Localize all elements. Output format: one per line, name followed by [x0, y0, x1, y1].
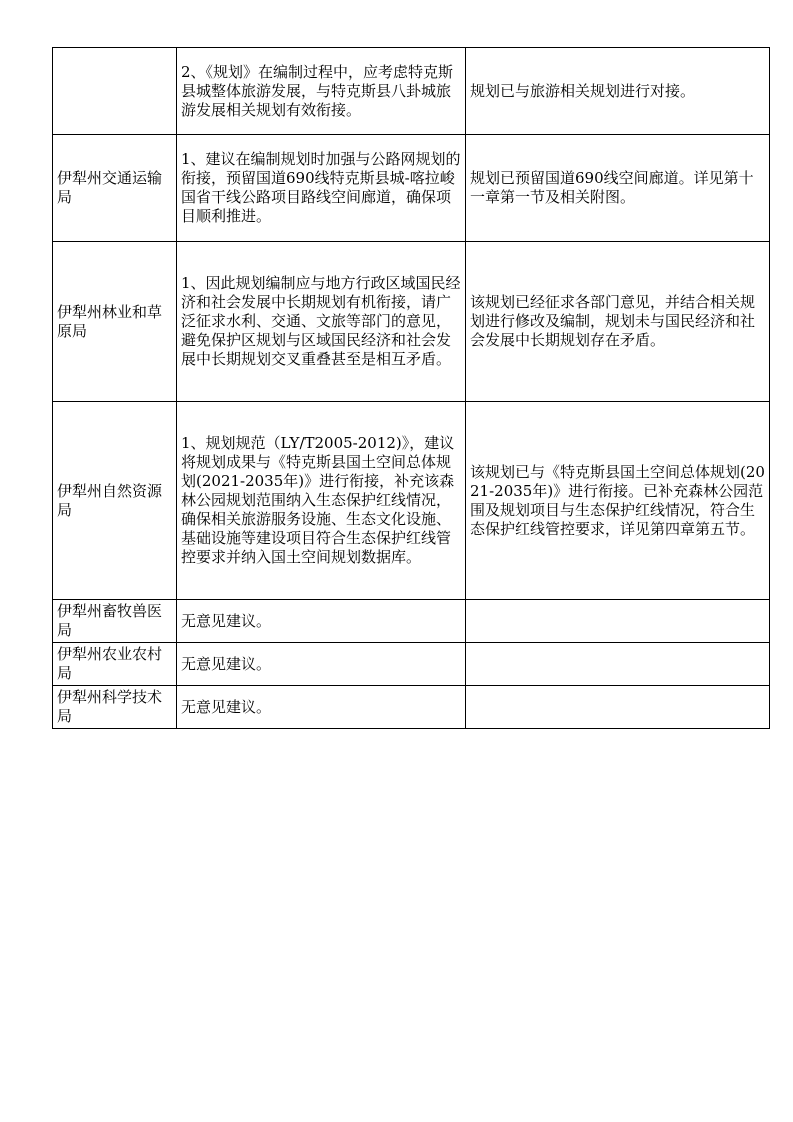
response-cell: 该规划已与《特克斯县国土空间总体规划(2021-2035年)》进行衔接。已补充森林公园范围及规划项目与生态保护红线情况，符合生态保护红线管控要求，详见第四章第五节。: [466, 402, 770, 600]
opinion-table: [52, 47, 770, 729]
response-cell: 规划已预留国道690线空间廊道。详见第十一章第一节及相关附图。: [466, 135, 770, 242]
department-cell: 伊犁州自然资源局: [53, 402, 177, 600]
response-cell: 该规划已经征求各部门意见，并结合相关规划进行修改及编制，规划未与国民经济和社会发展中长期规划存在矛盾。: [466, 242, 770, 402]
table-row: [53, 686, 770, 729]
response-cell: [466, 600, 770, 643]
table-row: [53, 643, 770, 686]
response-cell: 规划已与旅游相关规划进行对接。: [466, 48, 770, 135]
opinion-cell: 无意见建议。: [177, 643, 466, 686]
opinion-cell: 2、《规划》在编制过程中，应考虑特克斯县城整体旅游发展，与特克斯县八卦城旅游发展相关规划有效衔接。: [177, 48, 466, 135]
opinion-cell: 无意见建议。: [177, 600, 466, 643]
opinion-cell: 1、建议在编制规划时加强与公路网规划的衔接，预留国道690线特克斯县城-喀拉峻国省干线公路项目路线空间廊道，确保项目顺利推进。: [177, 135, 466, 242]
table-row: [53, 135, 770, 242]
opinion-cell: 1、因此规划编制应与地方行政区域国民经济和社会发展中长期规划有机衔接，请广泛征求水利、交通、文旅等部门的意见，避免保护区规划与区域国民经济和社会发展中长期规划交叉重叠甚至是相互矛盾。: [177, 242, 466, 402]
opinion-cell: 1、规划规范（LY/T2005-2012)》，建议将规划成果与《特克斯县国土空间总体规划(2021-2035年)》进行衔接，补充该森林公园规划范围纳入生态保护红线情况，确保相关旅游服务设施、生态文化设施、基础设施等建设项目符合生态保护红线管控要求并纳入国土空间规划数据库。: [177, 402, 466, 600]
opinion-cell: 无意见建议。: [177, 686, 466, 729]
response-cell: [466, 643, 770, 686]
table-row: [53, 242, 770, 402]
department-cell: 伊犁州林业和草原局: [53, 242, 177, 402]
department-cell: 伊犁州科学技术局: [53, 686, 177, 729]
department-cell: 伊犁州农业农村局: [53, 643, 177, 686]
table-row: [53, 402, 770, 600]
department-cell: [53, 48, 177, 135]
department-cell: 伊犁州畜牧兽医局: [53, 600, 177, 643]
department-cell: 伊犁州交通运输局: [53, 135, 177, 242]
response-cell: [466, 686, 770, 729]
table-row: [53, 600, 770, 643]
table-row: [53, 48, 770, 135]
